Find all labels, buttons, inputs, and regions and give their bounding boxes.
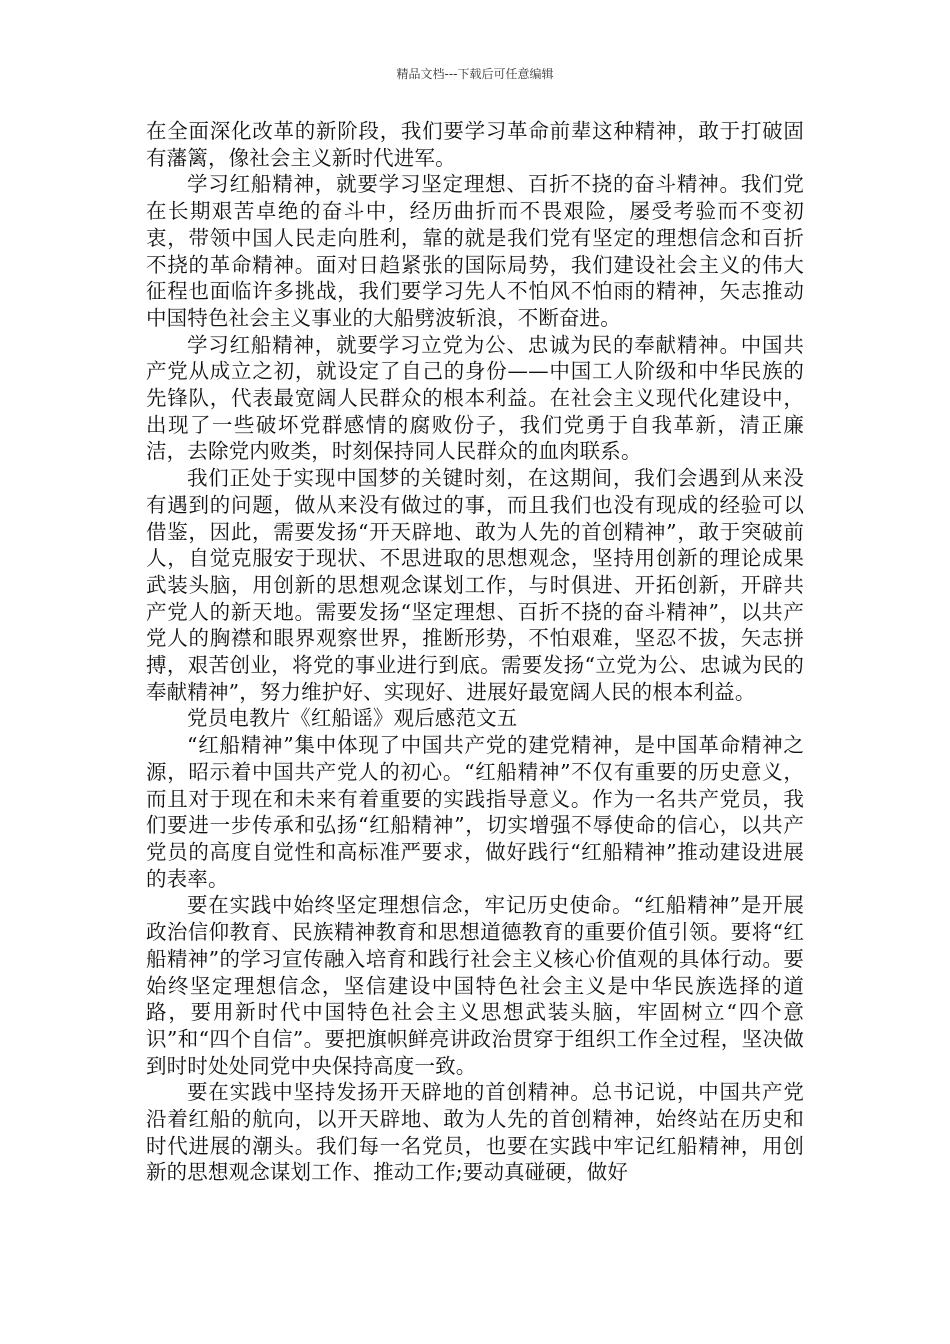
paragraph: 我们正处于实现中国梦的关键时刻，在这期间，我们会遇到从来没有遇到的问题，做从来没有做过的事，而且我们也没有现成的经验可以借鉴，因此，需要发扬“开天辟地、敢为人先的首创精神”，敢于突破前人，自觉克服安于现状、不思进取的思想观念，坚持用创新的理论成果武装头脑，用创新的思想观念谋划工作，与时俱进、开拓创新，开辟共产党人的新天地。需要发扬“坚定理想、百折不挠的奋斗精神”，以共产党人的胸襟和眼界观察世界，推断形势，不怕艰难，坚忍不拔，矢志拼搏，艰苦创业，将党的事业进行到底。需要发扬“立党为公、忠诚为民的奉献精神”，努力维护好、实现好、进展好最宽阔人民的根本利益。: [146, 466, 804, 704]
page-header: 精品文档---下载后可任意编辑: [396, 67, 554, 81]
paragraph: “红船精神”集中体现了中国共产党的建党精神，是中国革命精神之源，昭示着中国共产党人的初心。“红船精神”不仅有重要的历史意义，而且对于现在和未来有着重要的实践指导意义。作为一名共产党员，我们要进一步传承和弘扬“红船精神”，切实增强不辱使命的信心，以共产党员的高度自觉性和高标准严要求，做好践行“红船精神”推动建设进展的表率。: [146, 733, 804, 891]
paragraph: 在全面深化改革的新阶段，我们要学习革命前辈这种精神，敢于打破固有藩篱，像社会主义新时代进军。: [146, 119, 804, 170]
paragraph: 要在实践中坚持发扬开天辟地的首创精神。总书记说，中国共产党沿着红船的航向，以开天辟地、敢为人先的首创精神，始终站在历史和时代进展的潮头。我们每一名党员，也要在实践中牢记红船精神，用创新的思想观念谋划工作、推动工作;要动真碰硬，做好: [146, 1080, 804, 1185]
document-body: [146, 118, 804, 1186]
section-title: 党员电教片《红船谣》观后感范文五: [187, 706, 518, 731]
paragraph: 学习红船精神，就要学习立党为公、忠诚为民的奉献精神。中国共产党从成立之初，就设定了自己的身份——中国工人阶级和中华民族的先锋队，代表最宽阔人民群众的根本利益。在社会主义现代化建设中，出现了一些破坏党群感情的腐败份子，我们党勇于自我革新，清正廉洁，去除党内败类，时刻保持同人民群众的血肉联系。: [146, 332, 804, 464]
paragraph: 要在实践中始终坚定理想信念，牢记历史使命。“红船精神”是开展政治信仰教育、民族精神教育和思想道德教育的重要价值引领。要将“红船精神”的学习宣传融入培育和践行社会主义核心价值观的具体行动。要始终坚定理想信念，坚信建设中国特色社会主义是中华民族选择的道路，要用新时代中国特色社会主义思想武装头脑，牢固树立“四个意识”和“四个自信”。要把旗帜鲜亮讲政治贯穿于组织工作全过程，坚决做到时时处处同党中央保持高度一致。: [146, 893, 804, 1078]
paragraph: 学习红船精神，就要学习坚定理想、百折不挠的奋斗精神。我们党在长期艰苦卓绝的奋斗中，经历曲折而不畏艰险，屡受考验而不变初衷，带领中国人民走向胜利，靠的就是我们党有坚定的理想信念和百折不挠的革命精神。面对日趋紧张的国际局势，我们建设社会主义的伟大征程也面临许多挑战，我们要学习先人不怕风不怕雨的精神，矢志推动中国特色社会主义事业的大船劈波斩浪，不断奋进。: [146, 172, 804, 330]
